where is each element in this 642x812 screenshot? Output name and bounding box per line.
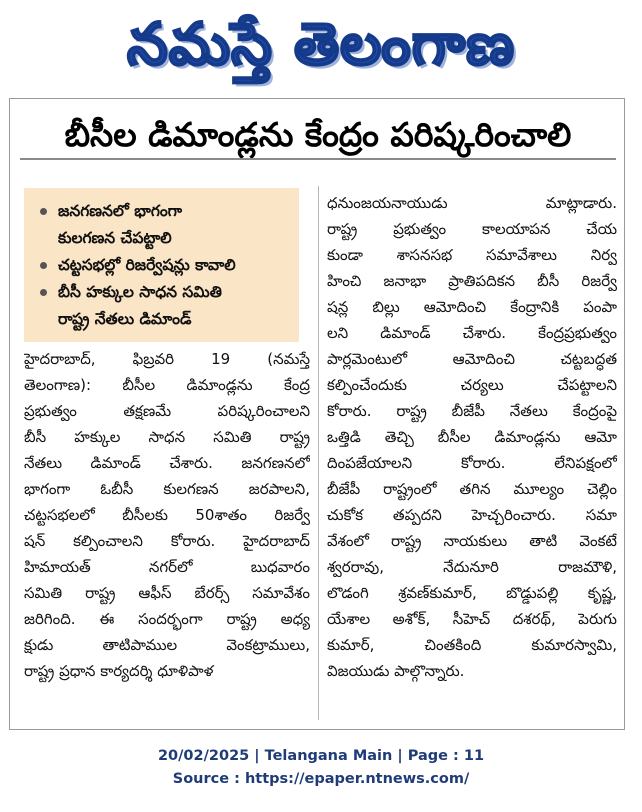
article-line: షన్ కల్పించాలని కోరారు. హైదరాబాద్ bbox=[24, 532, 310, 550]
article-line: కుండా శాసనసభ సమావేశాలు నిర్వ bbox=[327, 246, 617, 264]
highlight-line: రాష్ట్ర నేతలు డిమాండ్ bbox=[58, 310, 192, 328]
highlight-item bbox=[36, 279, 289, 333]
article-line: నేతలు డిమాండ్ చేశారు. జనగణనలో bbox=[24, 454, 310, 472]
masthead bbox=[0, 0, 642, 98]
article-headline: బీసీల డిమాండ్లను కేంద్రం పరిష్కరించాలి bbox=[64, 115, 572, 154]
article-line: రాష్ట్ర ప్రధాన కార్యదర్శి ధూళిపాళ bbox=[24, 662, 214, 680]
article-column-left bbox=[24, 346, 310, 684]
article-line: యేశాల అశోక్, సీహెచ్ దశరథ్, పెరుగు bbox=[327, 610, 617, 628]
column-divider bbox=[318, 186, 319, 720]
article-line: విజయుడు పాల్గొన్నారు. bbox=[327, 662, 465, 680]
article-line: పార్లమెంటులో ఆమోదించి చట్టబద్ధత bbox=[327, 350, 617, 368]
article-line: వేశంలో రాష్ట్ర నాయకులు తాటి వెంకటే bbox=[327, 532, 617, 550]
highlight-item bbox=[36, 252, 289, 279]
bullet-icon bbox=[40, 289, 47, 296]
article-column-right bbox=[327, 190, 617, 684]
article-line: కుమార్, చింతకింది కుమారస్వామి, bbox=[327, 636, 617, 654]
headline-rule bbox=[20, 158, 616, 160]
highlight-line: చట్టసభల్లో రిజర్వేషన్లు కావాలి bbox=[58, 256, 236, 274]
article-line: చట్టసభలలో బీసీలకు 50శాతం రిజర్వే bbox=[24, 506, 310, 524]
footer-source: Source : https://epaper.ntnews.com/ bbox=[172, 771, 470, 787]
article-line: భాగంగా ఓబీసీ కులగణన జరపాలని, bbox=[24, 480, 310, 498]
article-line: కల్పించేందుకు చర్యలు చేపట్టాలని bbox=[327, 376, 617, 394]
article-line: శ్వరరావు, నేదునూరి రాజమౌళి, bbox=[327, 558, 617, 576]
highlight-line: బీసీ హక్కుల సాధన సమితి bbox=[58, 283, 222, 301]
newspaper-logo: నమస్తే తెలంగాణ bbox=[127, 10, 515, 78]
article-line: దింపజేయాలని కోరారు. లేనిపక్షంలో bbox=[327, 454, 617, 472]
article-line: ధనుంజయనాయుడు మాట్లాడారు. bbox=[327, 194, 617, 212]
footer-date-edition: 20/02/2025 | Telangana Main | Page : 11 bbox=[157, 748, 485, 764]
highlight-item bbox=[36, 198, 289, 252]
article-line: సమితి రాష్ట్ర ఆఫీస్ బేరర్స్ సమావేశం bbox=[24, 584, 310, 602]
article-line: తెలంగాణ): బీసీల డిమాండ్లను కేంద్ర bbox=[24, 376, 310, 394]
highlight-line: కులగణన చేపట్టాలి bbox=[58, 229, 172, 247]
article-line: చుకోక తప్పదని హెచ్చరించారు. సమా bbox=[327, 506, 617, 524]
article-line: కోరారు. రాష్ట్ర బీజేపీ నేతలు కేంద్రంపై bbox=[327, 402, 617, 420]
article-line: బీజేపీ రాష్ట్రంలో తగిన మూల్యం చెల్లిం bbox=[327, 480, 617, 498]
article-line: జరిగింది. ఈ సందర్భంగా రాష్ట్ర అధ్య bbox=[24, 610, 310, 628]
article-line: ప్రభుత్వం తక్షణమే పరిష్కరించాలని bbox=[24, 402, 310, 420]
article-line: బీసీ హక్కుల సాధన సమితి రాష్ట్ర bbox=[24, 428, 310, 446]
highlights-box bbox=[24, 188, 299, 342]
article-line: రాష్ట్ర ప్రభుత్వం కాలయాపన చేయ bbox=[327, 220, 617, 238]
article-line: హిమాయత్ నగర్‌లో బుధవారం bbox=[24, 558, 310, 576]
article-line: హించి జనాభా ప్రాతిపదికన బీసీ రిజర్వే bbox=[327, 272, 617, 290]
article-line: లొడంగి శ్రవణ్‌కుమార్, బొడ్డుపల్లి కృష్ణ, bbox=[327, 584, 617, 602]
highlight-line: జనగణనలో భాగంగా bbox=[58, 202, 183, 220]
bullet-icon bbox=[40, 262, 47, 269]
article-line: లని డిమాండ్ చేశారు. కేంద్రప్రభుత్వం bbox=[327, 324, 617, 342]
article-line: ఒత్తిడి తెచ్చి బీసీల డిమాండ్లను ఆమో bbox=[327, 428, 617, 446]
bullet-icon bbox=[40, 208, 47, 215]
article-line: హైదరాబాద్, ఫిబ్రవరి 19 (నమస్తే bbox=[24, 350, 310, 368]
article-line: క్షుడు తాటిపాముల వెంకట్రాములు, bbox=[24, 636, 310, 654]
article-line: షన్ల బిల్లు ఆమోదించి కేంద్రానికి పంపా bbox=[327, 298, 617, 316]
